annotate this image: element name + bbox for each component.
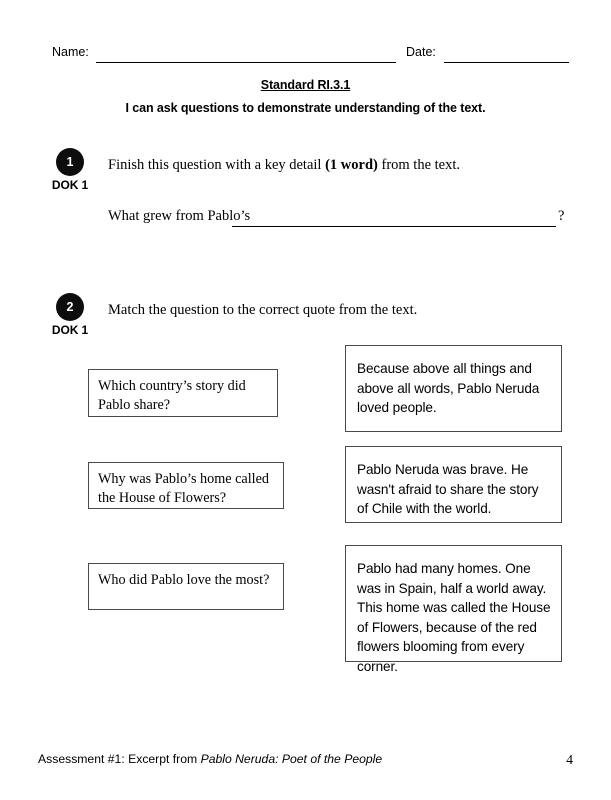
name-date-row bbox=[52, 44, 567, 64]
dok-badge-2 bbox=[38, 293, 102, 337]
name-write-line[interactable] bbox=[96, 62, 396, 63]
date-label: Date: bbox=[406, 45, 436, 59]
question-1-answer-row bbox=[108, 208, 568, 230]
match-question-box[interactable]: Why was Pablo’s home called the House of Flowers? bbox=[88, 462, 284, 509]
match-question-box[interactable]: Who did Pablo love the most? bbox=[88, 563, 284, 610]
question-1-prompt bbox=[108, 157, 460, 174]
date-write-line[interactable] bbox=[444, 62, 569, 63]
question-1-prompt-emphasis: (1 word) bbox=[325, 157, 378, 173]
match-question-box[interactable]: Which country’s story did Pablo share? bbox=[88, 369, 278, 417]
question-1-blank-line[interactable] bbox=[232, 226, 556, 227]
dok-level-label-2: DOK 1 bbox=[51, 323, 89, 337]
standard-objective: I can ask questions to demonstrate understanding of the text. bbox=[125, 101, 486, 115]
question-1-question-mark: ? bbox=[558, 208, 565, 224]
standard-title-text: Standard RI.3.1 bbox=[260, 78, 351, 92]
question-1-prompt-prefix: Finish this question with a key detail bbox=[108, 157, 326, 173]
match-quote-box[interactable]: Pablo had many homes. One was in Spain, half a world away. This home was called the House of Flowers, because of the red flowers blooming from every corner. bbox=[345, 545, 562, 662]
question-number-2: 2 bbox=[56, 293, 84, 321]
footer-source bbox=[38, 752, 382, 766]
page-number: 4 bbox=[566, 752, 573, 767]
question-1-prompt-suffix: from the text. bbox=[377, 157, 461, 173]
question-number-1: 1 bbox=[56, 148, 84, 176]
question-1-stem: What grew from Pablo’s bbox=[108, 208, 251, 224]
page-footer bbox=[38, 752, 573, 770]
match-quote-box[interactable]: Pablo Neruda was brave. He wasn't afraid to share the story of Chile with the world. bbox=[345, 446, 562, 523]
dok-level-label-1: DOK 1 bbox=[51, 178, 89, 192]
name-label: Name: bbox=[52, 45, 89, 59]
dok-badge-1 bbox=[38, 148, 102, 192]
footer-source-title: Pablo Neruda: Poet of the People bbox=[200, 752, 383, 766]
standard-title bbox=[0, 78, 611, 92]
question-2-prompt: Match the question to the correct quote from the text. bbox=[108, 302, 418, 318]
match-quote-box[interactable]: Because above all things and above all words, Pablo Neruda loved people. bbox=[345, 345, 562, 432]
footer-source-prefix: Assessment #1: Excerpt from bbox=[38, 752, 201, 766]
